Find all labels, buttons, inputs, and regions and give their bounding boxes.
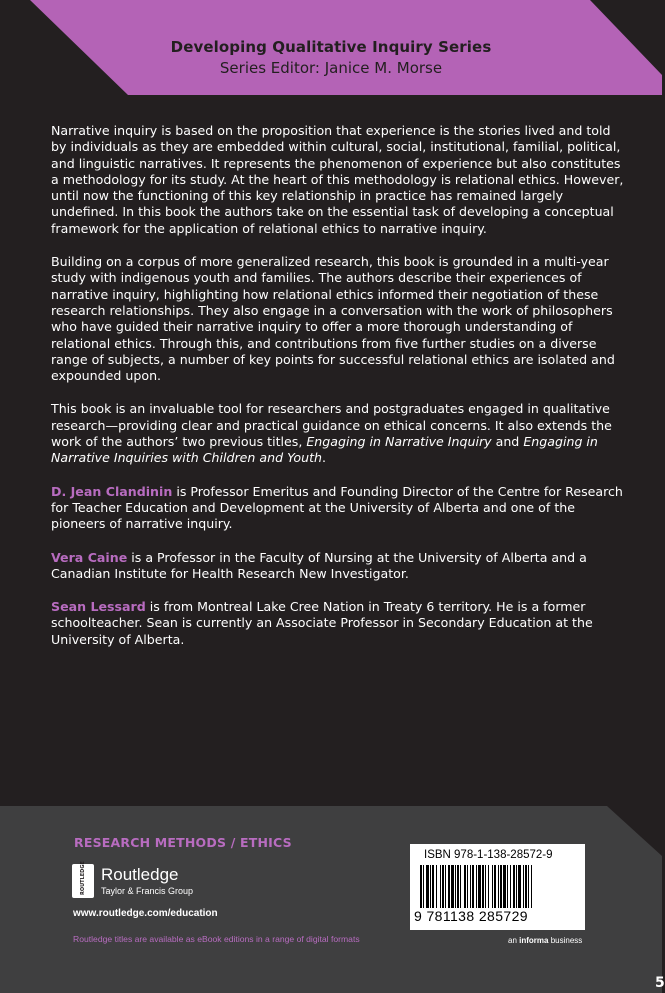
informa-prefix: an (508, 936, 520, 945)
closing-connector: and (491, 434, 524, 450)
closing-paragraph (51, 401, 626, 466)
previous-title-2: Engaging in Narrative Inquiries with Children and Youth (51, 434, 598, 466)
informa-brand: informa (519, 936, 549, 945)
edge-mark: 5 (655, 975, 665, 991)
author-bio-3 (51, 599, 626, 648)
isbn-label: ISBN 978-1-138-28572-9 (424, 849, 553, 861)
publisher-group: Taylor & Francis Group (101, 886, 194, 896)
description-paragraph-1: Narrative inquiry is based on the proposition that experience is the stories lived and told by individuals as they are embedded within cultural, social, institutional, familial, political, and linguistic narratives. It represents the phenomenon of experience but also constitutes a methodology for its study. At the heart of this methodology is relational ethics. However, until now the functioning of this key relationship in practice has remained largely undefined. In this book the authors take on the essential task of developing a conceptual framework for the application of relational ethics to narrative inquiry. (51, 123, 624, 236)
author-bio-text: is from Montreal Lake Cree Nation in Treaty 6 territory. He is a former schoolteacher. Sean is currently an Associate Professor in Secondary Education at the University of Alberta. (51, 599, 593, 647)
emblem-text: ROUTLEDGE (80, 861, 86, 895)
routledge-emblem-icon (72, 861, 94, 898)
barcode-box (410, 844, 585, 930)
series-title: Developing Qualitative Inquiry Series (170, 38, 492, 56)
informa-business-label (508, 936, 582, 945)
author-name: Sean Lessard (51, 599, 146, 615)
author-name: D. Jean Clandinin (51, 483, 173, 499)
closing-text: This book is an invaluable tool for researchers and postgraduates engaged in qualitative research—providing clear and practical guidance on ethical concerns. It also extends the work of the authors’ two previous titles, (51, 401, 612, 450)
barcode-icon (418, 865, 577, 908)
back-cover-text (51, 123, 626, 665)
barcode-digits: 9 781138 285729 (414, 908, 528, 924)
previous-title-1: Engaging in Narrative Inquiry (306, 434, 492, 450)
publisher-logo (72, 862, 272, 902)
author-bio-text: is a Professor in the Faculty of Nursing at the University of Alberta and a Canadian Institute for Health Research New Investigator. (51, 549, 587, 581)
closing-end: . (322, 450, 327, 466)
author-bio-2 (51, 550, 626, 583)
subject-category: RESEARCH METHODS / ETHICS (74, 835, 292, 850)
author-name: Vera Caine (51, 549, 128, 565)
author-bio-1 (51, 484, 626, 533)
publisher-name: Routledge (101, 865, 179, 884)
series-editor: Series Editor: Janice M. Morse (219, 59, 443, 77)
informa-suffix: business (548, 936, 583, 945)
description-paragraph-2: Building on a corpus of more generalized research, this book is grounded in a multi-year study with indigenous youth and families. The authors describe their experiences of narrative inquiry, highlighting how relational ethics informed their negotiation of these research relationships. They also engage in a conversation with the work of philosophers who have guided their narrative inquiry to offer a more thorough understanding of relational ethics. Through this, and contributions from five further studies on a diverse range of subjects, a number of key points for successful relational ethics are isolated and expounded upon. (51, 254, 615, 384)
ebook-note: Routledge titles are available as eBook editions in a range of digital formats (73, 934, 360, 944)
publisher-website[interactable]: www.routledge.com/education (73, 908, 218, 919)
series-banner (0, 0, 662, 95)
author-bio-text: is Professor Emeritus and Founding Director of the Centre for Research for Teacher Education and Development at the University of Alberta and one of the pioneers of narrative inquiry. (51, 483, 623, 532)
